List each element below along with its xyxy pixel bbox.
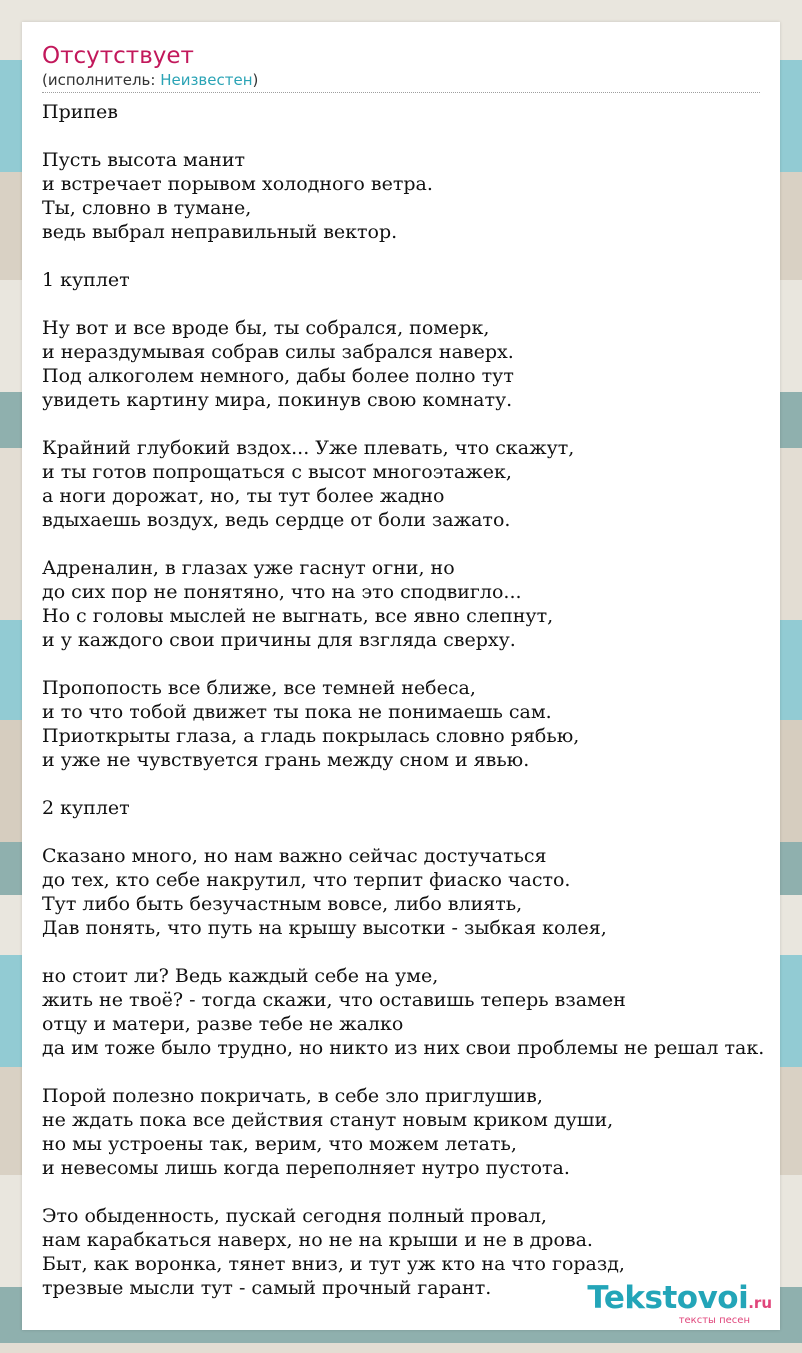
lyric-line: Под алкоголем немного, дабы более полно тут [42,365,514,387]
song-title: Отсутствует [42,43,194,69]
lyric-line [42,652,802,676]
lyric-line: да им тоже было трудно, но никто из них свои проблемы не решал так. [42,1037,765,1059]
lyric-line: Крайний глубокий вздох... Уже плевать, что скажут, [42,437,575,459]
lyric-line: и нераздумывая собрав силы забрался наверх. [42,341,514,363]
lyric-line: но стоит ли? Ведь каждый себе на уме, [42,965,439,987]
lyric-line: Но с головы мыслей не выгнать, все явно слепнут, [42,605,554,627]
lyric-line: Приоткрыты глаза, а гладь покрылась словно рябью, [42,725,580,747]
artist-suffix: ) [252,71,259,89]
lyric-line: трезвые мысли тут - самый прочный гарант. [42,1277,492,1299]
lyric-line: и ты готов попрощаться с высот многоэтажек, [42,461,512,483]
lyric-line [42,292,802,316]
lyric-line: 1 куплет [42,269,130,291]
lyric-line: и встречает порывом холодного ветра. [42,173,433,195]
lyric-line: до тех, кто себе накрутил, что терпит фиаско часто. [42,869,571,891]
artist-prefix: (исполнитель: [42,71,161,89]
lyric-line [42,124,802,148]
lyric-line: Это обыденность, пускай сегодня полный провал, [42,1205,547,1227]
lyric-line [42,412,802,436]
lyric-line: Порой полезно покричать, в себе зло приглушив, [42,1085,543,1107]
lyric-line [42,532,802,556]
lyric-line: вдыхаешь воздух, ведь сердце от боли зажато. [42,509,511,531]
lyric-line: Пропопость все ближе, все темней небеса, [42,677,476,699]
lyrics-card [22,22,780,1330]
lyric-line: и невесомы лишь когда переполняет нутро пустота. [42,1157,570,1179]
lyric-line [42,1060,802,1084]
lyric-line: Быт, как воронка, тянет вниз, и тут уж кто на что горазд, [42,1253,625,1275]
logo-wordmark: Tekstovoi [587,1280,749,1316]
lyric-line [42,940,802,964]
lyrics-text [42,100,802,1300]
lyric-line: увидеть картину мира, покинув свою комнату. [42,389,513,411]
lyric-line [42,1180,802,1204]
artist-line [42,70,760,93]
lyric-line: Ну вот и все вроде бы, ты собрался, померк, [42,317,490,339]
lyric-line: Сказано много, но нам важно сейчас достучаться [42,845,547,867]
logo-tagline: тексты песен [678,1315,750,1326]
lyric-line: а ноги дорожат, но, ты тут более жадно [42,485,445,507]
lyric-line: Пусть высота манит [42,149,246,171]
lyric-line: до сих пор не понятяно, что на это сподвигло... [42,581,522,603]
lyric-line: и то что тобой движет ты пока не понимаешь сам. [42,701,552,723]
lyric-line: Ты, словно в тумане, [42,197,252,219]
artist-link[interactable]: Неизвестен [160,71,253,89]
logo-domain: .ru [748,1294,772,1312]
lyric-line: Тут либо быть безучастным вовсе, либо влиять, [42,893,523,915]
lyric-line: ведь выбрал неправильный вектор. [42,221,398,243]
lyric-line [42,772,802,796]
lyric-line: Припев [42,101,118,123]
lyric-line: нам карабкаться наверх, но не на крыши и не в дрова. [42,1229,593,1251]
lyric-line: 2 куплет [42,797,130,819]
lyric-line: не ждать пока все действия станут новым криком души, [42,1109,614,1131]
lyric-line [42,820,802,844]
site-logo[interactable] [557,1281,772,1331]
lyric-line [42,244,802,268]
lyric-line: и уже не чувствуется грань между сном и явью. [42,749,530,771]
lyric-line: но мы устроены так, верим, что можем летать, [42,1133,517,1155]
lyric-line: Адреналин, в глазах уже гаснут огни, но [42,557,455,579]
lyric-line: и у каждого свои причины для взгляда сверху. [42,629,516,651]
lyric-line: отцу и матери, разве тебе не жалко [42,1013,404,1035]
lyric-line: жить не твоё? - тогда скажи, что оставишь теперь взамен [42,989,626,1011]
lyric-line: Дав понять, что путь на крышу высотки - зыбкая колея, [42,917,607,939]
